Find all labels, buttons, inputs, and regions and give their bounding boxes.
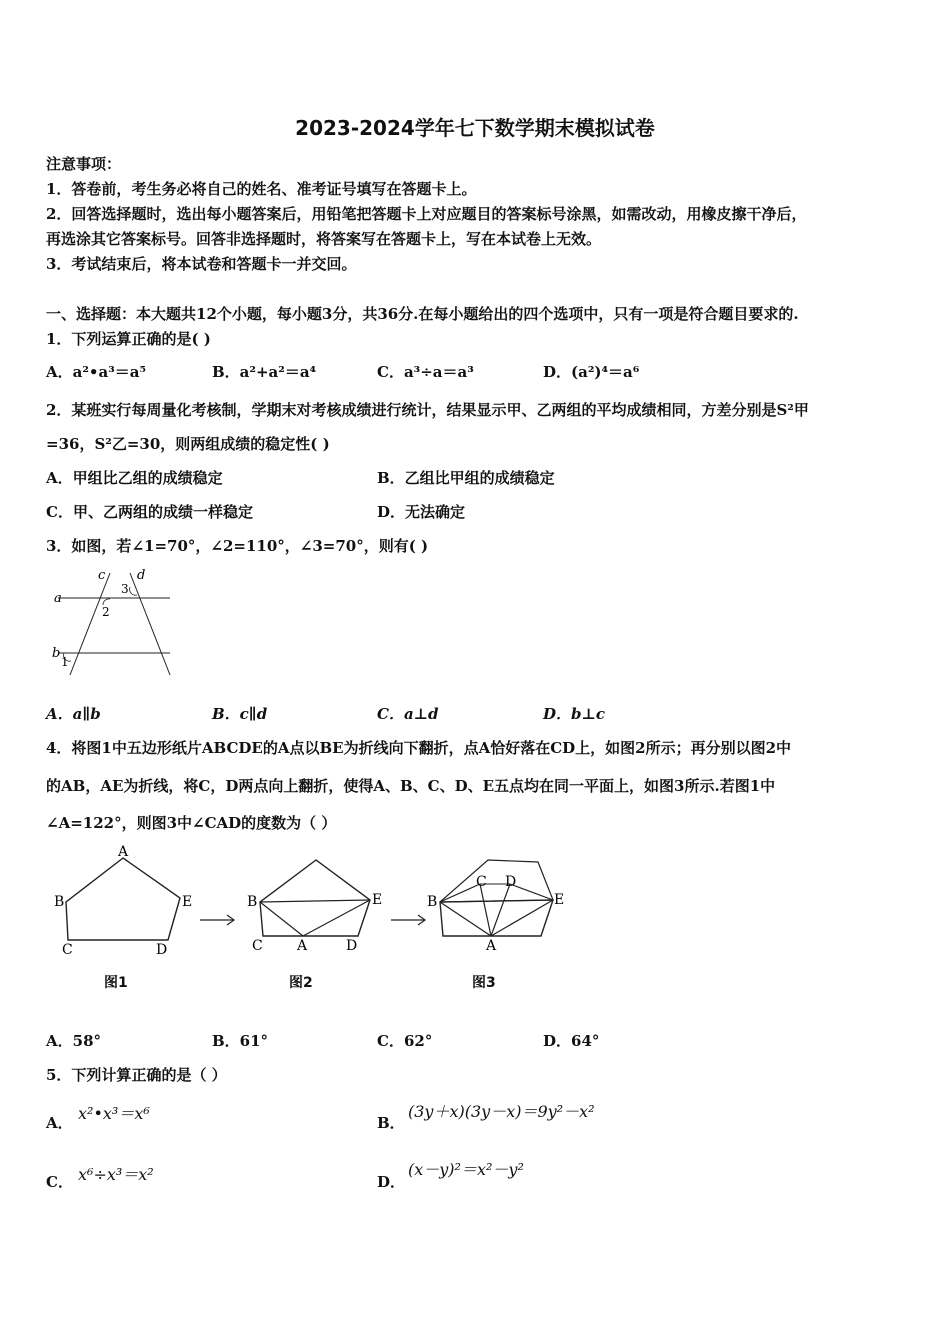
section-heading: 一、选择题：本大题共12个小题，每小题3分，共36分.在每小题给出的四个选项中，只有一项是符合题目要求的. bbox=[46, 305, 799, 323]
fig1-vertex-d: D bbox=[156, 942, 168, 958]
figure-caption-2: 图2 bbox=[289, 975, 313, 991]
q2-option-c: C．甲、乙两组的成绩一样稳定 bbox=[46, 503, 253, 521]
fig2-vertex-d: D bbox=[346, 938, 358, 954]
q5-option-a-label: A． bbox=[46, 1114, 73, 1132]
line-label-b: b bbox=[52, 646, 61, 661]
fig3-vertex-e: E bbox=[554, 892, 565, 908]
figure-caption-1: 图1 bbox=[104, 975, 128, 991]
q4-stem-cont: 的AB，AE为折线，将C，D两点向上翻折，使得A、B、C、D、E五点均在同一平面上，如图3所示.若图1中 bbox=[46, 777, 776, 795]
q5-option-c-label: C． bbox=[46, 1173, 73, 1191]
figure-caption-3: 图3 bbox=[472, 975, 496, 991]
q5-option-a-expr: x²•x³＝x⁶ bbox=[78, 1104, 150, 1123]
fig1-vertex-b: B bbox=[54, 894, 65, 910]
fig2-vertex-b: B bbox=[247, 894, 258, 910]
q1-option-a: A．a²•a³＝a⁵ bbox=[46, 363, 147, 381]
fig1-vertex-c: C bbox=[62, 942, 73, 958]
q3-option-b: B．c∥d bbox=[212, 705, 268, 723]
q1-option-b: B．a²+a²＝a⁴ bbox=[212, 363, 317, 381]
q4-figures bbox=[48, 840, 578, 965]
line-label-a: a bbox=[54, 591, 62, 606]
q3-option-d: D．b⊥c bbox=[543, 705, 606, 723]
q3-stem: 3．如图，若∠1=70°，∠2=110°，∠3=70°，则有( ) bbox=[46, 537, 429, 555]
q4-option-c: C．62° bbox=[377, 1032, 433, 1050]
fig2-vertex-e: E bbox=[372, 892, 383, 908]
q4-option-b: B．61° bbox=[212, 1032, 269, 1050]
q4-option-a: A．58° bbox=[46, 1032, 102, 1050]
q5-option-d-expr: (x－y)²＝x²－y² bbox=[408, 1160, 524, 1179]
angle-label-2: 2 bbox=[102, 605, 110, 619]
line-label-c: c bbox=[98, 568, 106, 583]
note-item: 2．回答选择题时，选出每小题答案后，用铅笔把答题卡上对应题目的答案标号涂黑，如需改动，用橡皮擦干净后， bbox=[46, 205, 807, 223]
angle-label-1: 1 bbox=[61, 655, 69, 669]
notes-heading: 注意事项： bbox=[46, 155, 122, 173]
angle-label-3: 3 bbox=[121, 582, 129, 596]
note-item: 再选涂其它答案标号。回答非选择题时，将答案写在答题卡上，写在本试卷上无效。 bbox=[46, 230, 602, 248]
q4-option-d: D．64° bbox=[543, 1032, 600, 1050]
fig3-vertex-d: D bbox=[505, 874, 517, 890]
q2-option-a: A．甲组比乙组的成绩稳定 bbox=[46, 469, 223, 487]
q4-stem-cont: ∠A=122°，则图3中∠CAD的度数为（ ） bbox=[46, 814, 337, 832]
note-item: 1．答卷前，考生务必将自己的姓名、准考证号填写在答题卡上。 bbox=[46, 180, 477, 198]
q3-option-a: A．a∥b bbox=[46, 705, 101, 723]
fig1-vertex-a: A bbox=[118, 844, 129, 860]
q3-option-c: C．a⊥d bbox=[377, 705, 439, 723]
page-title: 2023-2024学年七下数学期末模拟试卷 bbox=[295, 116, 655, 140]
fig3-vertex-b: B bbox=[427, 894, 438, 910]
note-item: 3．考试结束后，将本试卷和答题卡一并交回。 bbox=[46, 255, 357, 273]
q2-option-d: D．无法确定 bbox=[377, 503, 466, 521]
q1-stem: 1．下列运算正确的是( ) bbox=[46, 330, 211, 348]
q5-option-c-expr: x⁶÷x³＝x² bbox=[78, 1165, 154, 1184]
q2-option-b: B．乙组比甲组的成绩稳定 bbox=[377, 469, 555, 487]
fig3-vertex-a: A bbox=[486, 938, 497, 954]
fig2-vertex-a: A bbox=[297, 938, 308, 954]
q5-option-b-label: B． bbox=[377, 1114, 405, 1132]
line-label-d: d bbox=[137, 568, 146, 583]
q5-stem: 5．下列计算正确的是（ ） bbox=[46, 1066, 227, 1084]
q5-option-d-label: D． bbox=[377, 1173, 406, 1191]
q3-figure bbox=[48, 565, 178, 680]
q1-option-d: D．(a²)⁴＝a⁶ bbox=[543, 363, 640, 381]
q2-stem: 2．某班实行每周量化考核制，学期末对考核成绩进行统计，结果显示甲、乙两组的平均成绩相同，方差分别是S²甲 bbox=[46, 401, 809, 419]
fig1-vertex-e: E bbox=[182, 894, 193, 910]
q4-stem: 4．将图1中五边形纸片ABCDE的A点以BE为折线向下翻折，点A恰好落在CD上，如图2所示；再分别以图2中 bbox=[46, 739, 792, 757]
fig3-vertex-c: C bbox=[476, 874, 487, 890]
q5-option-b-expr: (3y＋x)(3y－x)＝9y²－x² bbox=[408, 1102, 595, 1121]
q1-option-c: C．a³÷a＝a³ bbox=[377, 363, 474, 381]
fig2-vertex-c: C bbox=[252, 938, 263, 954]
q2-stem-cont: =36，S²乙=30，则两组成绩的稳定性( ) bbox=[46, 435, 330, 453]
